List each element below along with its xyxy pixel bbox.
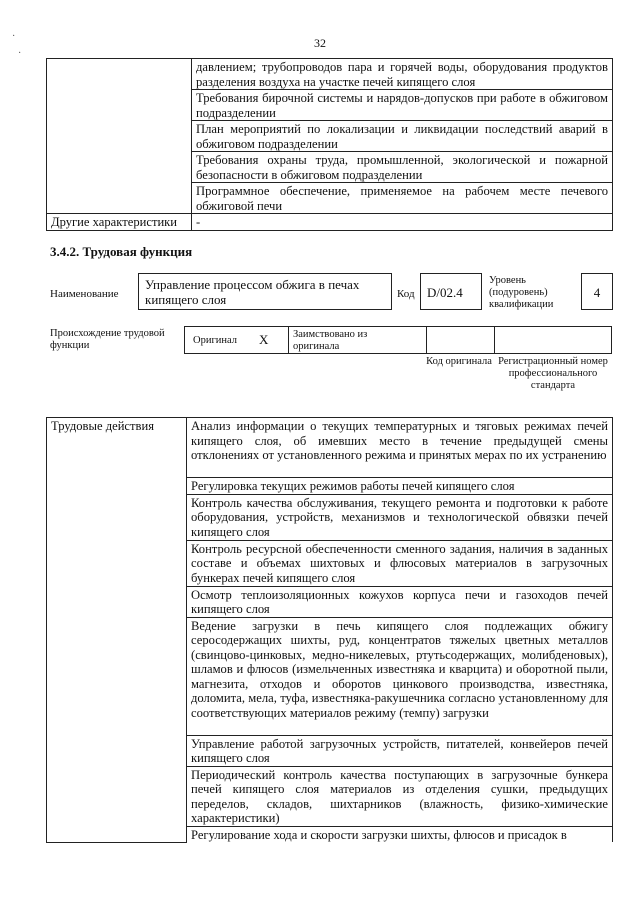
labor-action-item: Регулировка текущих режимов работы печей кипящего слоя	[187, 478, 613, 495]
empty-label-cell	[47, 59, 192, 214]
labor-actions-label: Трудовые действия	[47, 418, 187, 843]
knowledge-item: давлением; трубопроводов пара и горячей воды, оборудования продуктов разделения воздуха на участке печей кипящего слоя	[192, 59, 613, 90]
qualification-level: 4	[581, 273, 613, 310]
knowledge-item: Требования охраны труда, промышленной, экологической и пожарной безопасности в обжиговом подразделении	[192, 152, 613, 183]
divider	[288, 327, 289, 354]
labor-action-item: Контроль качества обслуживания, текущего ремонта и подготовки к работе оборудования, устройств, механизмов и технологической обвязки печей кипящего слоя	[187, 494, 613, 540]
code-label: Код	[397, 288, 415, 300]
borrowed-label: Заимствовано из оригинала	[293, 329, 368, 352]
knowledge-item: Программное обеспечение, применяемое на рабочем месте печевого обжиговой печи	[192, 183, 613, 214]
labor-action-item: Управление работой загрузочных устройств, питателей, конвейеров печей кипящего слоя	[187, 735, 613, 766]
other-characteristics-label: Другие характеристики	[47, 214, 192, 231]
labor-action-item: Регулирование хода и скорости загрузки шихты, флюсов и присадок в	[187, 826, 613, 842]
name-label: Наименование	[50, 288, 119, 300]
other-characteristics-value: -	[192, 214, 613, 231]
function-code: D/02.4	[420, 273, 482, 310]
knowledge-table	[46, 58, 613, 231]
knowledge-item: Требования бирочной системы и нарядов-допусков при работе в обжиговом подразделении	[192, 90, 613, 121]
origin-box	[184, 326, 612, 354]
labor-action-item: Контроль ресурсной обеспеченности сменного задания, наличия в заданных составе и объемах шихтовых и флюсовых материалов в загрузочных бункерах печей кипящего слоя	[187, 540, 613, 586]
section-title: 3.4.2. Трудовая функция	[50, 244, 193, 259]
labor-action-item: Ведение загрузки в печь кипящего слоя подлежащих обжигу серосодержащих шихты, руд, концентратов тяжелых цветных металлов (свинцово-цинковых, медно-никелевых, ртутьсодержащих, молибденовых), шламов и флюсов (измельченных известняка и кварцита) и оборотной пыли, магнезита, отходов и оборотов цинкового производства, известняка, доломита, мела, туфа, известняка-ракушечника согласно установленному для соответствующих материалов режиму (темпу) загрузки	[187, 617, 613, 735]
original-label: Оригинал	[193, 335, 237, 346]
code-original-caption: Код оригинала	[426, 356, 492, 367]
knowledge-item: План мероприятий по локализации и ликвидации последствий аварий в обжиговом подразделении	[192, 121, 613, 152]
page-number: 32	[314, 36, 326, 50]
function-name: Управление процессом обжига в печах кипящего слоя	[138, 273, 392, 310]
labor-action-item: Периодический контроль качества поступающих в загрузочные бункера печей кипящего слоя материалов из отделения сушки, предыдущих переделов, складов, шихтарников (влажность, физико-химические характеристики)	[187, 766, 613, 826]
original-mark: X	[259, 332, 269, 347]
scan-mark: ·	[18, 48, 22, 59]
labor-action-item: Осмотр теплоизоляционных кожухов корпуса печи и газоходов печей кипящего слоя	[187, 586, 613, 617]
origin-label: Происхождение трудовой функции	[50, 328, 165, 351]
divider	[494, 327, 495, 354]
divider	[426, 327, 427, 354]
registration-caption: Регистрационный номер профессионального стандарта	[498, 356, 608, 391]
level-label: Уровень (подуровень) квалификации	[489, 275, 554, 310]
labor-action-item: Анализ информации о текущих температурных и тяговых режимах печей кипящего слоя, об имевших место в течение предыдущей смены отклонениях от установленного режима и принятых мерах по их устранению	[187, 418, 613, 478]
scan-mark: ·	[12, 31, 16, 42]
labor-actions-table	[46, 417, 613, 843]
